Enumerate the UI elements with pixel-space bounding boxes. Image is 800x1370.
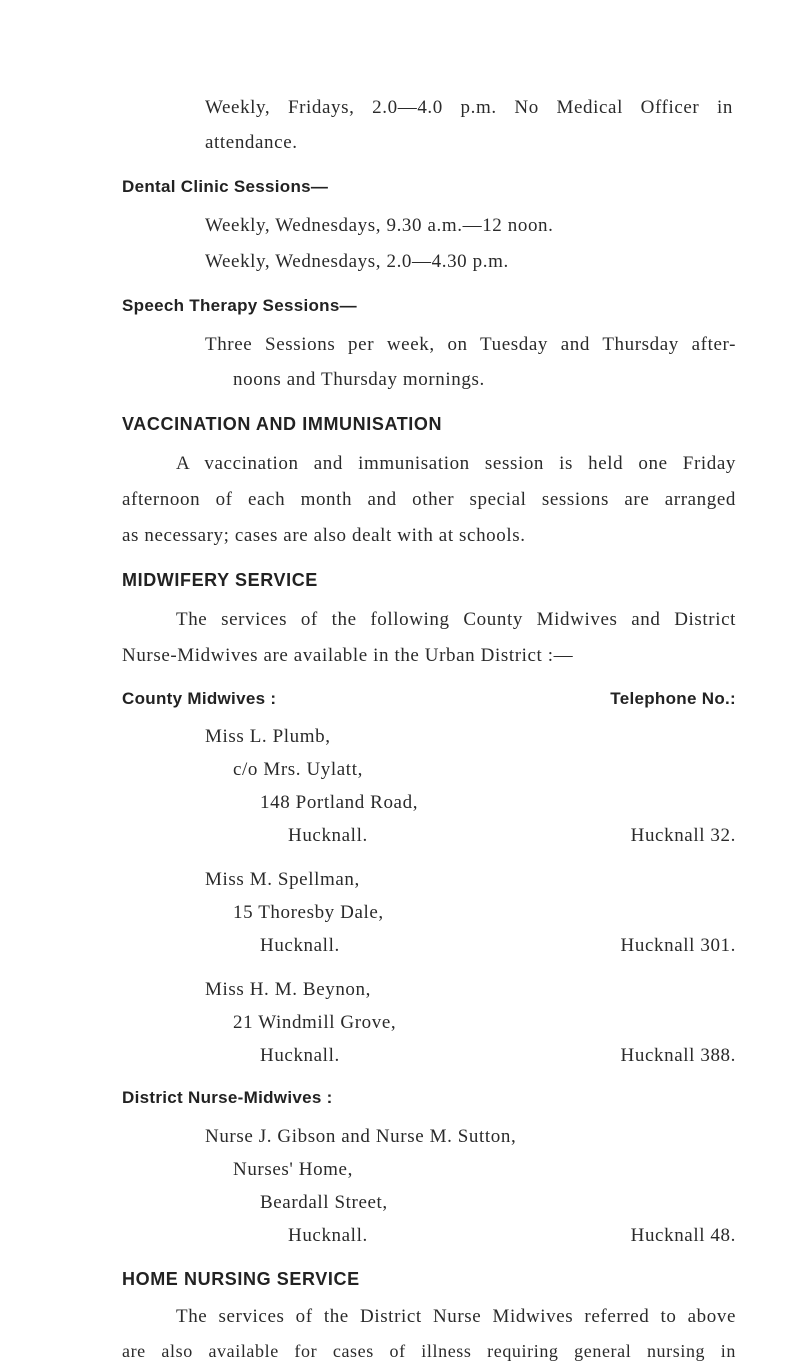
- midwife-address-line: 148 Portland Road,: [260, 792, 419, 813]
- district-address-line: Nurses' Home,: [233, 1159, 353, 1180]
- district-address-line: Beardall Street,: [260, 1192, 388, 1213]
- home-nursing-line-1: The services of the District Nurse Midwives referred to above: [176, 1306, 736, 1327]
- midwifery-heading: MIDWIFERY SERVICE: [122, 570, 318, 590]
- speech-line-1: Three Sessions per week, on Tuesday and Thursday after-: [205, 334, 736, 355]
- telephone-label: Telephone No.:: [610, 689, 736, 708]
- midwife-phone: Hucknall 301.: [620, 935, 736, 956]
- clinic-line-2: attendance.: [205, 132, 298, 153]
- midwife-address-line: 21 Windmill Grove,: [233, 1012, 397, 1033]
- midwife-address-line: 15 Thoresby Dale,: [233, 902, 384, 923]
- vaccination-line-2: afternoon of each month and other special sessions are arranged: [122, 489, 736, 510]
- speech-line-2: noons and Thursday mornings.: [233, 369, 485, 390]
- midwife-address-line: Hucknall.: [288, 825, 368, 846]
- vaccination-heading: VACCINATION AND IMMUNISATION: [122, 414, 443, 434]
- home-nursing-heading: HOME NURSING SERVICE: [122, 1269, 360, 1289]
- clinic-line-1: Weekly, Fridays, 2.0—4.0 p.m. No Medical Officer in: [205, 97, 733, 118]
- midwife-phone: Hucknall 32.: [630, 825, 736, 846]
- district-address-line: Hucknall.: [288, 1225, 368, 1246]
- vaccination-line-1: A vaccination and immunisation session is held one Friday: [176, 453, 736, 474]
- midwife-address-line: Hucknall.: [260, 1045, 340, 1066]
- midwife-name: Miss H. M. Beynon,: [205, 979, 371, 1000]
- county-midwives-label: County Midwives :: [122, 689, 277, 708]
- dental-line-2: Weekly, Wednesdays, 2.0—4.30 p.m.: [205, 251, 509, 272]
- dental-line-1: Weekly, Wednesdays, 9.30 a.m.—12 noon.: [205, 215, 554, 236]
- home-nursing-line-2: are also available for cases of illness requiring general nursing in: [122, 1341, 736, 1361]
- midwife-name: Miss M. Spellman,: [205, 869, 360, 890]
- midwife-address-line: Hucknall.: [260, 935, 340, 956]
- midwife-phone: Hucknall 388.: [620, 1045, 736, 1066]
- midwifery-line-2: Nurse-Midwives are available in the Urban District :—: [122, 645, 574, 666]
- speech-heading: Speech Therapy Sessions—: [122, 296, 357, 315]
- midwifery-line-1: The services of the following County Midwives and District: [176, 609, 736, 630]
- district-nurse-names: Nurse J. Gibson and Nurse M. Sutton,: [205, 1126, 517, 1147]
- midwife-name: Miss L. Plumb,: [205, 726, 331, 747]
- district-midwives-label: District Nurse-Midwives :: [122, 1088, 333, 1107]
- vaccination-line-3: as necessary; cases are also dealt with at schools.: [122, 525, 526, 546]
- dental-heading: Dental Clinic Sessions—: [122, 177, 329, 196]
- district-phone: Hucknall 48.: [630, 1225, 736, 1246]
- midwife-address-line: c/o Mrs. Uylatt,: [233, 759, 363, 780]
